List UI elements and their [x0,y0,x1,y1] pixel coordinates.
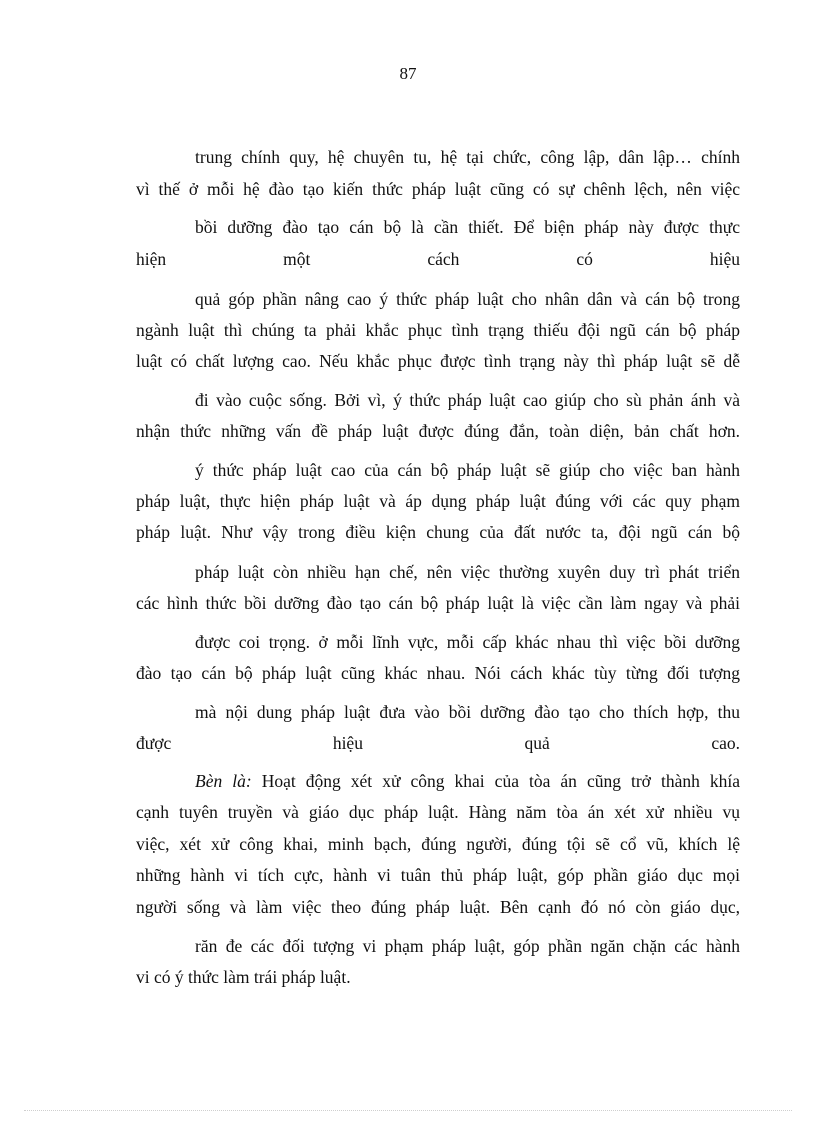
text-line: các hình thức bồi dưỡng đào tạo cán bộ pháp luật là việc cần làm ngay và phải [136,593,740,613]
text-line: những hành vi tích cực, hành vi tuân thủ pháp luật, góp phần giáo dục mọi [136,865,740,885]
text-line: vì thế ở mỗi hệ đào tạo kiến thức pháp luật cũng có sự chênh lệch, nên việc [136,179,740,199]
text-line: trung chính quy, hệ chuyên tu, hệ tại chức, công lập, dân lập… chính [195,147,740,167]
text-line: ngành luật thì chúng ta phải khắc phục tình trạng thiếu đội ngũ cán bộ pháp [136,320,740,340]
text-line: nhận thức những vấn đề pháp luật được đúng đắn, toàn diện, bản chất hơn. [136,421,740,441]
text-line: luật có chất lượng cao. Nếu khắc phục được tình trạng này thì pháp luật sẽ dễ [136,351,740,371]
text-line: quả góp phần nâng cao ý thức pháp luật cho nhân dân và cán bộ trong [195,289,740,309]
text-line: pháp luật. Như vậy trong điều kiện chung của đất nước ta, đội ngũ cán bộ [136,522,740,542]
text-line: đi vào cuộc sống. Bởi vì, ý thức pháp luật cao giúp cho sù phản ánh và [195,390,740,410]
text-line: việc, xét xử công khai, minh bạch, đúng người, đúng tội sẽ cổ vũ, khích lệ [136,834,740,854]
text-line: mà nội dung pháp luật đưa vào bồi dưỡng đào tạo cho thích hợp, thu [195,702,740,722]
footer-dotted-rule [24,1110,792,1111]
text-line: răn đe các đối tượng vi phạm pháp luật, góp phần ngăn chặn các hành [195,936,740,956]
text-line: được coi trọng. ở mỗi lĩnh vực, mỗi cấp khác nhau thì việc bồi dưỡng [195,632,740,652]
text-line: được hiệu quả cao. [136,733,740,753]
page-number: 87 [399,64,417,83]
text-line: cạnh tuyên truyền và giáo dục pháp luật. Hàng năm tòa án xét xử nhiều vụ [136,802,740,822]
text-line: bồi dưỡng đào tạo cán bộ là cần thiết. Để biện pháp này được thực [195,217,740,237]
text-line [195,770,740,792]
text-line-rest: Hoạt động xét xử công khai của tòa án cũng trở thành khía [261,771,740,791]
text-line: hiện một cách có hiệu [136,249,740,269]
text-line: vi có ý thức làm trái pháp luật. [136,967,351,987]
section-lead-in: Bèn là: [195,771,252,791]
text-line: ý thức pháp luật cao của cán bộ pháp luật sẽ giúp cho việc ban hành [195,460,740,480]
text-line: pháp luật còn nhiều hạn chế, nên việc thường xuyên duy trì phát triển [195,562,740,582]
text-line: người sống và làm việc theo đúng pháp luật. Bên cạnh đó nó còn giáo dục, [136,897,740,917]
text-line: đào tạo cán bộ pháp luật cũng khác nhau. Nói cách khác tùy từng đối tượng [136,663,740,683]
text-line: pháp luật, thực hiện pháp luật và áp dụng pháp luật đúng với các quy phạm [136,491,740,511]
